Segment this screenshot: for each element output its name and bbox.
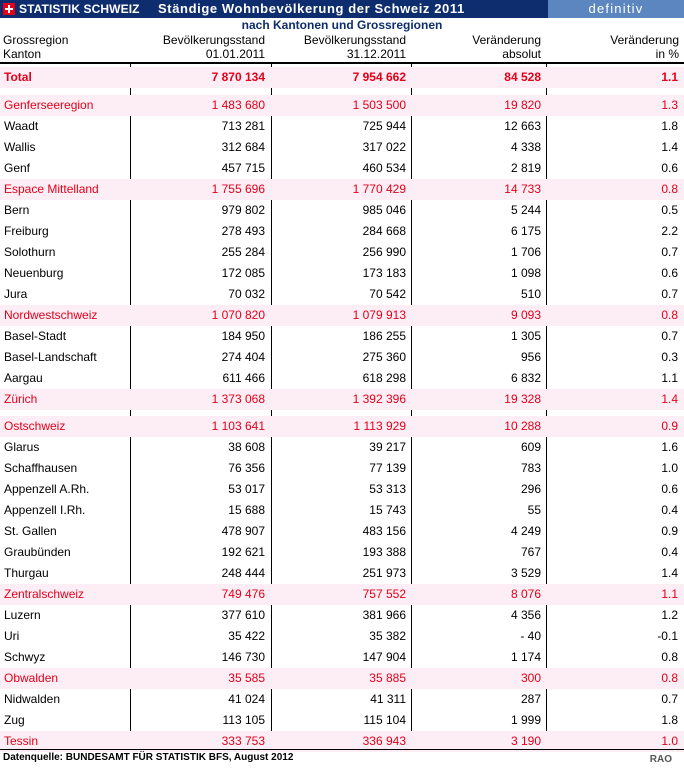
value-start: 35 585	[228, 671, 265, 685]
value-start: 333 753	[221, 734, 265, 748]
change-absolute: 84 528	[504, 70, 541, 84]
column-header-abs-line1: Veränderung	[472, 33, 541, 47]
column-header-start-line1: Bevölkerungsstand	[162, 33, 265, 47]
change-absolute: 1 999	[510, 713, 541, 727]
row-label: Basel-Landschaft	[4, 350, 97, 364]
status-badge: definitiv	[548, 0, 684, 18]
change-absolute: 5 244	[510, 203, 541, 217]
change-percent: 0.6	[661, 482, 678, 496]
region-row	[0, 668, 684, 689]
value-end: 115 104	[363, 713, 406, 727]
change-absolute: 3 529	[510, 566, 541, 580]
value-start: 1 070 820	[211, 308, 265, 322]
change-absolute: 609	[520, 440, 541, 454]
change-percent: 0.9	[661, 524, 678, 538]
canton-row	[0, 368, 684, 389]
column-header-pct-change	[610, 33, 679, 61]
value-end: 1 079 913	[352, 308, 406, 322]
change-absolute: 296	[520, 482, 541, 496]
region-row	[0, 389, 684, 410]
change-percent: 0.8	[661, 650, 678, 664]
row-label: Appenzell A.Rh.	[4, 482, 90, 496]
canton-row	[0, 479, 684, 500]
region-row	[0, 95, 684, 116]
canton-row	[0, 116, 684, 137]
column-header-abs-change	[472, 33, 541, 61]
value-end: 77 139	[369, 461, 406, 475]
value-end: 53 313	[369, 482, 406, 496]
column-header-abs-line2: absolut	[502, 47, 541, 61]
change-percent: 0.8	[661, 671, 678, 685]
canton-row	[0, 137, 684, 158]
row-label: Genferseeregion	[4, 98, 94, 112]
change-absolute: 3 190	[510, 734, 541, 748]
change-percent: 1.4	[661, 140, 678, 154]
change-percent: 0.6	[661, 161, 678, 175]
row-label: Bern	[4, 203, 30, 217]
value-end: 1 770 429	[352, 182, 406, 196]
change-percent: 1.0	[661, 734, 678, 748]
column-header-pct-line2: in %	[655, 47, 679, 61]
column-header-start-line2: 01.01.2011	[205, 47, 265, 61]
change-absolute: 783	[520, 461, 541, 475]
row-label: Zentralschweiz	[4, 587, 85, 601]
change-absolute: 287	[520, 692, 541, 706]
row-label: Nordwestschweiz	[4, 308, 98, 322]
value-start: 172 085	[221, 266, 265, 280]
change-absolute: 767	[520, 545, 541, 559]
column-header-end-line1: Bevölkerungsstand	[303, 33, 406, 47]
value-end: 381 966	[362, 608, 406, 622]
value-start: 713 281	[221, 119, 265, 133]
canton-row	[0, 500, 684, 521]
canton-row	[0, 221, 684, 242]
change-absolute: 14 733	[504, 182, 541, 196]
row-label: Solothurn	[4, 245, 56, 259]
change-absolute: 19 820	[504, 98, 541, 112]
header-divider	[0, 62, 684, 64]
value-start: 611 466	[222, 371, 265, 385]
column-header-end	[304, 33, 406, 61]
canton-row	[0, 158, 684, 179]
change-absolute: 1 098	[510, 266, 541, 280]
row-label: Freiburg	[4, 224, 49, 238]
value-end: 317 022	[362, 140, 406, 154]
change-absolute: 10 288	[504, 419, 541, 433]
change-percent: 1.1	[661, 70, 678, 84]
value-end: 7 954 662	[352, 70, 406, 84]
row-label: Obwalden	[4, 671, 59, 685]
row-label: Nidwalden	[4, 692, 61, 706]
value-start: 15 688	[228, 503, 265, 517]
region-row	[0, 584, 684, 605]
value-start: 70 032	[228, 287, 265, 301]
row-label: Wallis	[4, 140, 36, 154]
row-label: Tessin	[4, 734, 39, 748]
value-start: 146 730	[221, 650, 265, 664]
change-percent: 0.9	[661, 419, 678, 433]
value-end: 70 542	[369, 287, 406, 301]
value-end: 483 156	[362, 524, 406, 538]
change-absolute: 8 076	[510, 587, 541, 601]
canton-row	[0, 626, 684, 647]
value-end: 39 217	[369, 440, 406, 454]
value-start: 377 610	[221, 608, 265, 622]
change-absolute: 6 175	[510, 224, 541, 238]
value-start: 184 950	[221, 329, 265, 343]
row-label: Luzern	[4, 608, 41, 622]
change-percent: 0.8	[661, 182, 678, 196]
change-percent: 1.8	[661, 119, 678, 133]
change-percent: 1.1	[661, 587, 678, 601]
value-start: 38 608	[228, 440, 265, 454]
value-end: 147 904	[362, 650, 406, 664]
change-absolute: 12 663	[504, 119, 541, 133]
value-end: 460 534	[362, 161, 406, 175]
canton-row	[0, 542, 684, 563]
change-percent: 1.6	[661, 440, 678, 454]
value-start: 478 907	[221, 524, 265, 538]
change-absolute: 19 328	[504, 392, 541, 406]
value-end: 35 382	[369, 629, 406, 643]
row-label: Neuenburg	[4, 266, 64, 280]
change-absolute: 4 249	[510, 524, 541, 538]
change-percent: 1.8	[661, 713, 678, 727]
canton-row	[0, 242, 684, 263]
change-absolute: 510	[520, 287, 541, 301]
value-start: 76 356	[228, 461, 265, 475]
canton-row	[0, 689, 684, 710]
change-percent: 1.4	[661, 392, 678, 406]
value-end: 1 113 929	[353, 419, 406, 433]
change-percent: 0.7	[661, 692, 678, 706]
row-label: Espace Mittelland	[4, 182, 99, 196]
change-absolute: 9 093	[510, 308, 541, 322]
change-percent: 0.4	[661, 545, 678, 559]
row-label: Ostschweiz	[4, 419, 66, 433]
logo-text: STATISTIK SCHWEIZ	[19, 2, 140, 16]
value-end: 41 311	[370, 692, 406, 706]
change-percent: 0.7	[661, 287, 678, 301]
value-start: 53 017	[228, 482, 265, 496]
change-absolute: 956	[520, 350, 541, 364]
canton-row	[0, 458, 684, 479]
value-end: 193 388	[362, 545, 406, 559]
change-absolute: 1 706	[510, 245, 541, 259]
canton-row	[0, 284, 684, 305]
row-label: Glarus	[4, 440, 40, 454]
canton-row	[0, 347, 684, 368]
row-label: Zug	[4, 713, 25, 727]
change-percent: -0.1	[657, 629, 678, 643]
swiss-cross-icon	[3, 3, 15, 15]
row-label: Basel-Stadt	[4, 329, 67, 343]
change-percent: 1.2	[661, 608, 678, 622]
canton-row	[0, 263, 684, 284]
canton-row	[0, 200, 684, 221]
value-end: 35 885	[369, 671, 406, 685]
footer-divider	[0, 749, 684, 750]
row-label: Waadt	[4, 119, 39, 133]
change-absolute: 4 356	[510, 608, 541, 622]
change-percent: 0.3	[661, 350, 678, 364]
value-start: 979 802	[221, 203, 265, 217]
value-start: 1 483 680	[211, 98, 265, 112]
column-header-region	[3, 33, 68, 61]
change-absolute: 55	[527, 503, 541, 517]
row-label: Graubünden	[4, 545, 71, 559]
canton-row	[0, 647, 684, 668]
row-label: Uri	[4, 629, 20, 643]
row-label: Zürich	[4, 392, 38, 406]
column-header-start	[163, 33, 265, 61]
row-label: Appenzell I.Rh.	[4, 503, 86, 517]
value-start: 255 284	[221, 245, 265, 259]
value-end: 173 183	[362, 266, 406, 280]
change-absolute: 1 174	[510, 650, 541, 664]
change-absolute: 2 819	[510, 161, 541, 175]
change-percent: 0.4	[661, 503, 678, 517]
change-percent: 0.7	[661, 245, 678, 259]
value-end: 618 298	[362, 371, 406, 385]
change-percent: 1.0	[661, 461, 678, 475]
change-absolute: 300	[520, 671, 541, 685]
value-end: 725 944	[362, 119, 406, 133]
row-label: Aargau	[4, 371, 43, 385]
value-end: 284 668	[362, 224, 406, 238]
value-start: 41 024	[228, 692, 265, 706]
row-label: Schwyz	[4, 650, 46, 664]
value-end: 186 255	[362, 329, 406, 343]
change-percent: 1.3	[661, 98, 678, 112]
row-label: St. Gallen	[4, 524, 57, 538]
canton-row	[0, 437, 684, 458]
region-row	[0, 416, 684, 437]
change-absolute: - 40	[520, 629, 541, 643]
value-start: 7 870 134	[211, 70, 265, 84]
column-header-region-line1: Grossregion	[3, 33, 69, 47]
change-percent: 0.6	[661, 266, 678, 280]
statistik-schweiz-logo	[0, 0, 148, 18]
footer-code: RAO	[649, 754, 672, 765]
value-end: 757 552	[362, 587, 406, 601]
change-percent: 1.1	[661, 371, 678, 385]
canton-row	[0, 605, 684, 626]
change-absolute: 1 305	[510, 329, 541, 343]
value-end: 256 990	[362, 245, 406, 259]
value-start: 1 373 068	[211, 392, 265, 406]
value-start: 192 621	[221, 545, 265, 559]
change-percent: 0.8	[661, 308, 678, 322]
row-label: Total	[4, 70, 32, 84]
value-end: 15 743	[369, 503, 406, 517]
total-row	[0, 67, 684, 88]
value-start: 113 105	[222, 713, 265, 727]
value-end: 1 503 500	[352, 98, 406, 112]
value-end: 275 360	[362, 350, 406, 364]
canton-row	[0, 563, 684, 584]
change-percent: 0.7	[661, 329, 678, 343]
page-title: Ständige Wohnbevölkerung der Schweiz 2011	[158, 1, 465, 16]
value-start: 312 684	[221, 140, 265, 154]
canton-row	[0, 521, 684, 542]
column-header-region-line2: Kanton	[3, 47, 42, 61]
region-row	[0, 179, 684, 200]
canton-row	[0, 326, 684, 347]
value-start: 35 422	[228, 629, 265, 643]
row-label: Jura	[4, 287, 28, 301]
value-start: 749 476	[221, 587, 265, 601]
value-end: 336 943	[362, 734, 406, 748]
change-percent: 0.5	[661, 203, 678, 217]
change-absolute: 6 832	[510, 371, 541, 385]
value-start: 274 404	[221, 350, 265, 364]
value-start: 278 493	[221, 224, 265, 238]
column-header-pct-line1: Veränderung	[610, 33, 679, 47]
row-label: Thurgau	[4, 566, 49, 580]
canton-row	[0, 710, 684, 731]
change-percent: 1.4	[661, 566, 678, 580]
row-label: Genf	[4, 161, 31, 175]
page-subtitle: nach Kantonen und Grossregionen	[241, 18, 443, 32]
value-end: 985 046	[362, 203, 406, 217]
value-start: 457 715	[221, 161, 265, 175]
change-percent: 2.2	[661, 224, 678, 238]
value-end: 251 973	[362, 566, 406, 580]
value-start: 248 444	[221, 566, 265, 580]
change-absolute: 4 338	[510, 140, 541, 154]
value-end: 1 392 396	[352, 392, 406, 406]
region-row	[0, 305, 684, 326]
column-header-end-line2: 31.12.2011	[346, 47, 406, 61]
value-start: 1 755 696	[211, 182, 265, 196]
row-label: Schaffhausen	[4, 461, 78, 475]
value-start: 1 103 641	[211, 419, 265, 433]
data-source: Datenquelle: BUNDESAMT FÜR STATISTIK BFS, August 2012	[3, 752, 294, 763]
